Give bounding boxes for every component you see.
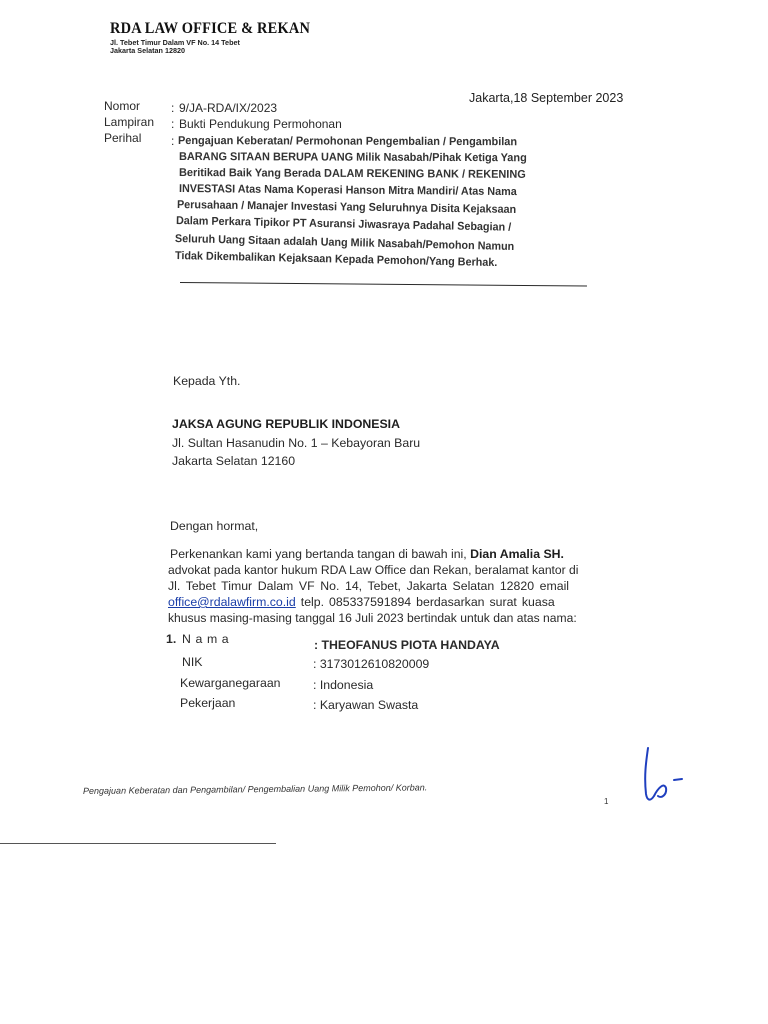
kewarganegaraan-label: Kewarganegaraan [180,676,281,690]
nomor-label: Nomor [104,99,141,113]
recipient-address1: Jl. Sultan Hasanudin No. 1 – Kebayoran Baru [172,436,421,450]
firm-address-line1: Jl. Tebet Timur Dalam VF No. 14 Tebet [110,38,240,47]
nama-value: : THEOFANUS PIOTA HANDAYA [314,638,500,652]
perihal-line: BARANG SITAAN BERUPA UANG Milik Nasabah/Pihak Ketiga Yang [178,151,527,165]
perihal-line: Beritikad Baik Yang Berada DALAM REKENING BANK / REKENING [178,167,526,181]
perihal-line: Dalam Perkara Tipikor PT Asuransi Jiwasraya Padahal Sebagian / [175,215,512,234]
page-footer: Pengajuan Keberatan dan Pengambilan/ Pengembalian Uang Milik Pemohon/ Korban. [82,782,428,796]
pekerjaan-label: Pekerjaan [180,696,236,710]
body-line5: khusus masing-masing tanggal 16 Juli 2023 bertindak untuk dan atas nama: [168,611,577,625]
page-number: 1 [604,797,609,806]
subject-divider [180,282,587,287]
body-line1-text: Perkenankan kami yang bertanda tangan di bawah ini, [170,547,467,561]
advocate-name: Dian Amalia SH. [470,547,564,561]
firm-address-line2: Jakarta Selatan 12820 [110,46,186,55]
body-line4 [168,595,555,609]
perihal-line: Tidak Dikembalikan Kejaksaan Kepada Pemohon/Yang Berhak. [174,250,498,270]
pekerjaan-value: : Karyawan Swasta [313,698,419,712]
nik-label: NIK [182,655,203,669]
firm-name: RDA LAW OFFICE & REKAN [110,20,311,37]
nomor-value: 9/JA-RDA/IX/2023 [179,101,278,115]
letter-date: Jakarta,18 September 2023 [469,91,624,105]
lampiran-label: Lampiran [104,115,155,129]
body-line1 [170,547,564,561]
perihal-line: INVESTASI Atas Nama Koperasi Hanson Mitra Mandiri/ Atas Nama [178,183,517,199]
email-link[interactable]: office@rdalawfirm.co.id [168,595,296,609]
client-number: 1. [166,632,177,646]
salutation: Dengan hormat, [170,519,259,533]
recipient-name: JAKSA AGUNG REPUBLIK INDONESIA [172,417,400,431]
signature-initial-icon [634,744,694,806]
body-line3: Jl. Tebet Timur Dalam VF No. 14, Tebet, Jakarta Selatan 12820 email [168,579,570,593]
recipient-address2: Jakarta Selatan 12160 [172,454,296,468]
perihal-line: Seluruh Uang Sitaan adalah Uang Milik Nasabah/Pemohon Namun [174,233,515,254]
perihal-colon: : [171,134,175,148]
kewarganegaraan-value: : Indonesia [313,678,374,692]
body-line2: advokat pada kantor hukum RDA Law Office dan Rekan, beralamat kantor di [168,563,579,577]
perihal-label: Perihal [104,131,142,145]
lampiran-colon: : [171,117,175,131]
nik-value: : 3173012610820009 [313,657,430,671]
perihal-line: Perusahaan / Manajer Investasi Yang Seluruhnya Disita Kejaksaan [176,199,517,216]
perihal-line: Pengajuan Keberatan/ Permohonan Pengembalian / Pengambilan [177,135,518,149]
lampiran-value: Bukti Pendukung Permohonan [179,117,342,131]
nomor-colon: : [171,101,175,115]
nama-label: N a m a [182,632,230,646]
body-line4-text: telp. 085337591894 berdasarkan surat kuasa [300,595,555,609]
kepada-yth: Kepada Yth. [173,374,241,388]
bottom-edge-line [0,843,276,844]
